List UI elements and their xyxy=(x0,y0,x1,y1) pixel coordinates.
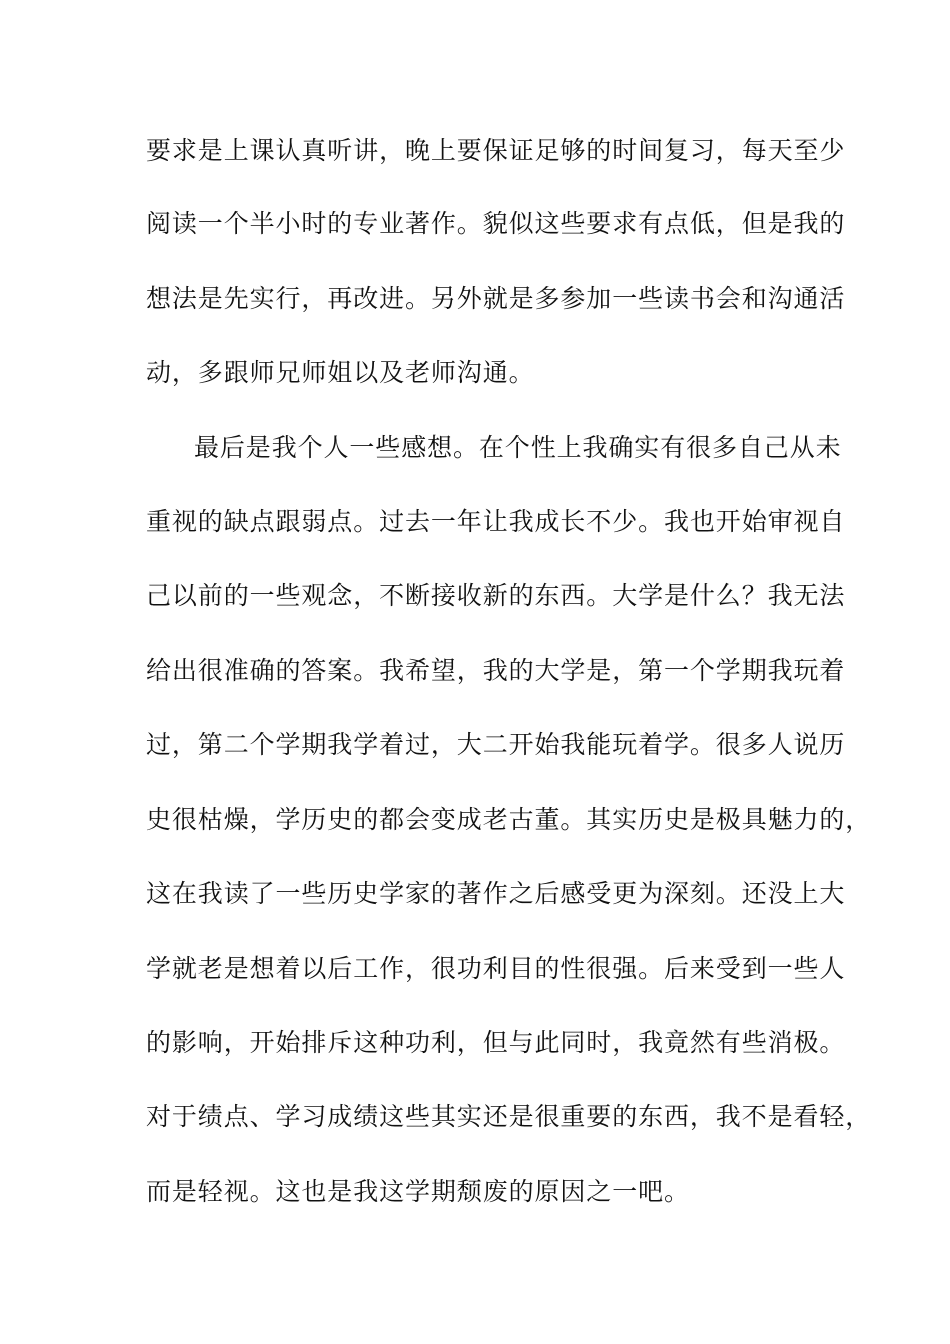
text-line-7: 己以前的一些观念，不断接收新的东西。大学是什么？我无法 xyxy=(146,581,846,610)
text-line-15: 而是轻视。这也是我这学期颓废的原因之一吧。 xyxy=(146,1177,690,1206)
text-line-14: 对于绩点、学习成绩这些其实还是很重要的东西，我不是看轻， xyxy=(146,1102,872,1131)
text-line-11: 这在我读了一些历史学家的著作之后感受更为深刻。还没上大 xyxy=(146,879,846,908)
text-line-13: 的影响，开始排斥这种功利，但与此同时，我竟然有些消极。 xyxy=(146,1028,846,1057)
text-line-6: 重视的缺点跟弱点。过去一年让我成长不少。我也开始审视自 xyxy=(146,507,846,536)
text-line-1: 要求是上课认真听讲，晚上要保证足够的时间复习，每天至少 xyxy=(146,136,846,165)
text-line-4: 动，多跟师兄师姐以及老师沟通。 xyxy=(146,358,535,387)
text-line-12: 学就老是想着以后工作，很功利目的性很强。后来受到一些人 xyxy=(146,954,846,983)
text-line-10: 史很枯燥，学历史的都会变成老古董。其实历史是极具魅力的， xyxy=(146,805,872,834)
text-line-9: 过，第二个学期我学着过，大二开始我能玩着学。很多人说历 xyxy=(146,730,846,759)
text-line-2: 阅读一个半小时的专业著作。貌似这些要求有点低，但是我的 xyxy=(146,209,846,238)
text-line-3: 想法是先实行，再改进。另外就是多参加一些读书会和沟通活 xyxy=(146,284,846,313)
text-line-5-paragraph-start: 最后是我个人一些感想。在个性上我确实有很多自己从未 xyxy=(194,433,842,462)
text-line-8: 给出很准确的答案。我希望，我的大学是，第一个学期我玩着 xyxy=(146,656,846,685)
